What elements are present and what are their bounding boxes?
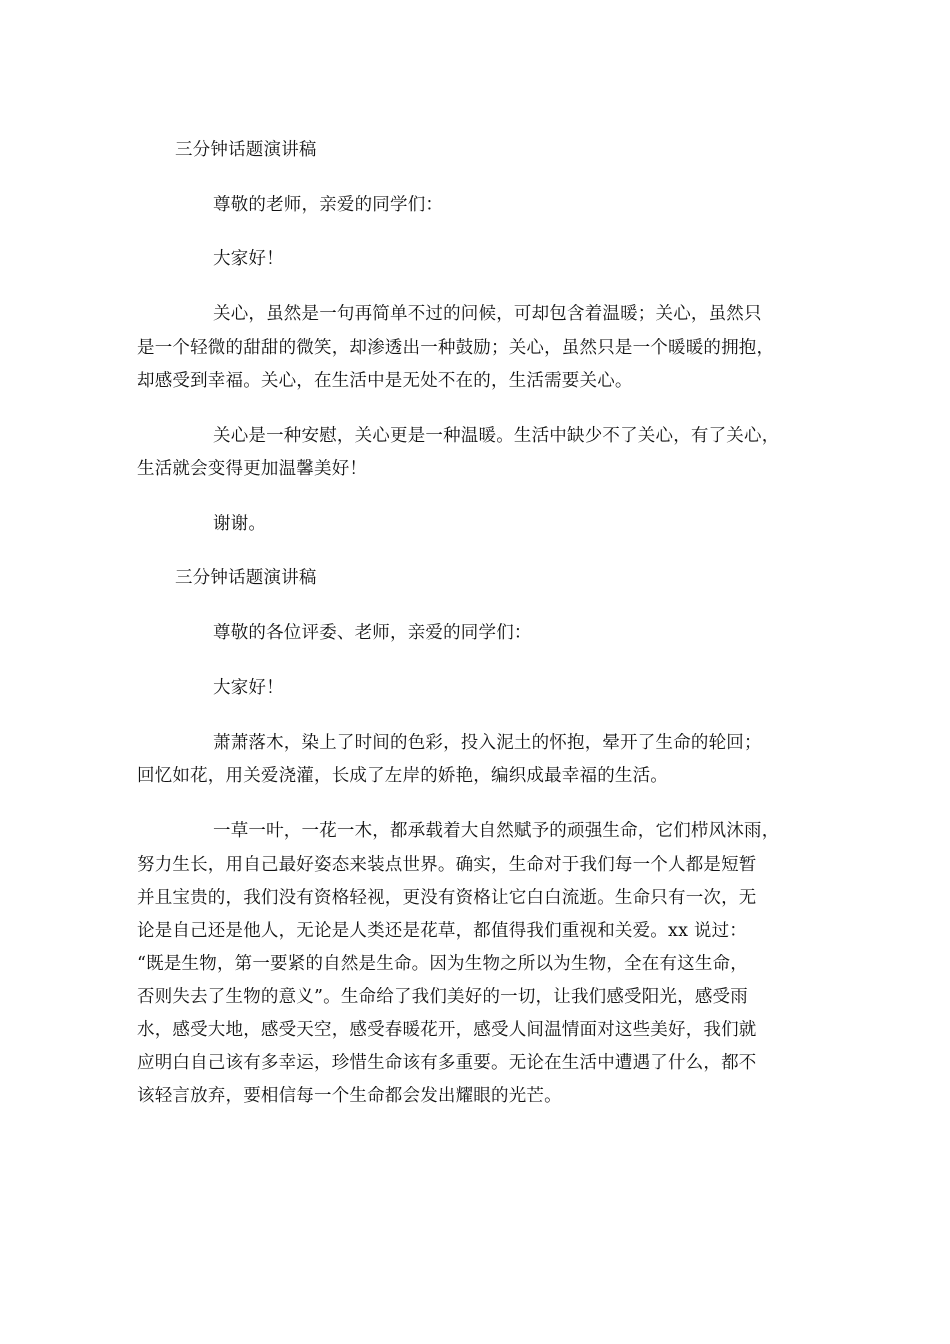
paragraph-line: 生活就会变得更加温馨美好！ — [137, 459, 368, 479]
paragraph-line: 否则失去了生物的意义”。生命给了我们美好的一切，让我们感受阳光，感受雨 — [137, 987, 748, 1007]
paragraph-line: 应明白自己该有多幸运，珍惜生命该有多重要。无论在生活中遭遇了什么，都不 — [137, 1053, 757, 1073]
paragraph-line: 萧萧落木，染上了时间的色彩，投入泥土的怀抱，晕开了生命的轮回； — [213, 733, 762, 753]
salutation: 尊敬的老师，亲爱的同学们： — [213, 195, 444, 215]
salutation: 尊敬的各位评委、老师，亲爱的同学们： — [213, 623, 532, 643]
paragraph-line: 该轻言放弃，要相信每一个生命都会发出耀眼的光芒。 — [137, 1086, 562, 1106]
greeting: 大家好！ — [213, 678, 284, 698]
speech-title: 三分钟话题演讲稿 — [175, 568, 317, 588]
paragraph-line: 水，感受大地，感受天空，感受春暖花开，感受人间温情面对这些美好，我们就 — [137, 1020, 757, 1040]
paragraph-line: 论是自己还是他人，无论是人类还是花草，都值得我们重视和关爱。xx 说过： — [137, 921, 747, 941]
paragraph-line: 关心是一种安慰，关心更是一种温暖。生活中缺少不了关心，有了关心， — [213, 426, 780, 446]
paragraph-line: 回忆如花，用关爱浇灌，长成了左岸的娇艳，编织成最幸福的生活。 — [137, 766, 668, 786]
paragraph-line: 是一个轻微的甜甜的微笑，却渗透出一种鼓励；关心，虽然只是一个暖暖的拥抱， — [137, 338, 775, 358]
paragraph-line: 一草一叶，一花一木，都承载着大自然赋予的顽强生命，它们栉风沐雨， — [213, 821, 780, 841]
paragraph-line: 关心，虽然是一句再简单不过的问候，可却包含着温暖；关心，虽然只 — [213, 304, 762, 324]
paragraph-line: 努力生长，用自己最好姿态来装点世界。确实，生命对于我们每一个人都是短暂 — [137, 855, 757, 875]
speech-title: 三分钟话题演讲稿 — [175, 140, 317, 160]
closing: 谢谢。 — [213, 514, 267, 534]
paragraph-line: 却感受到幸福。关心，在生活中是无处不在的，生活需要关心。 — [137, 371, 633, 391]
paragraph-line: “既是生物，第一要紧的自然是生命。因为生物之所以为生物，全在有这生命， — [137, 954, 748, 974]
paragraph-line: 并且宝贵的，我们没有资格轻视，更没有资格让它白白流逝。生命只有一次，无 — [137, 888, 757, 908]
greeting: 大家好！ — [213, 249, 284, 269]
